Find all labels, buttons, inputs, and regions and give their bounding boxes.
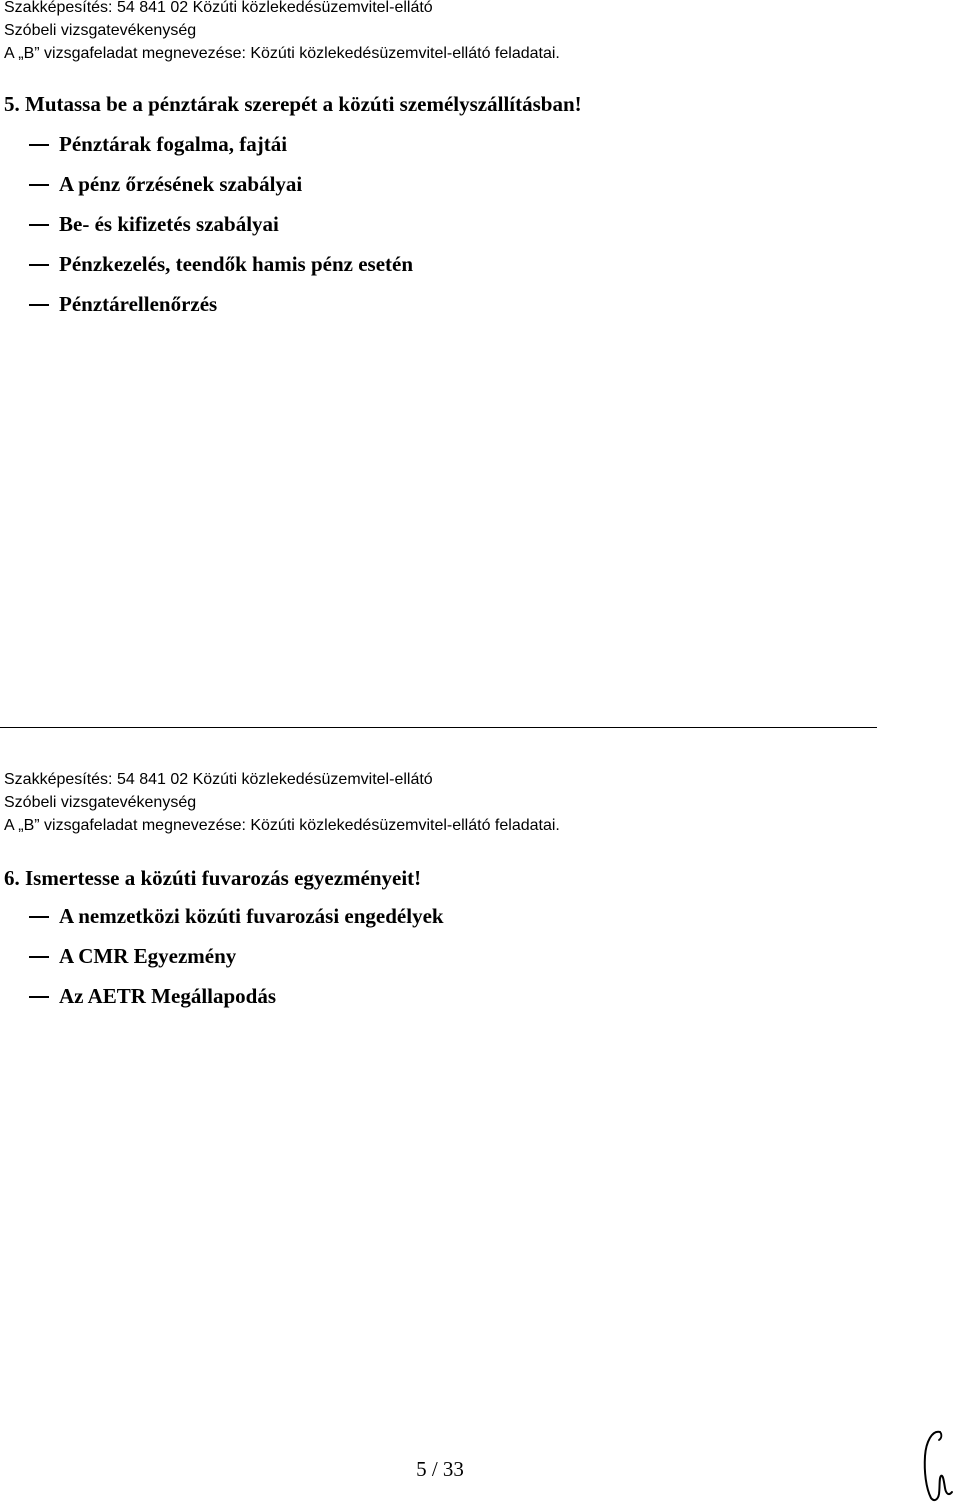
page-header-1	[4, 0, 560, 65]
question-5	[4, 92, 582, 324]
qualification-line: Szakképesítés: 54 841 02 Közúti közlekedésüzemvitel-ellátó	[4, 0, 433, 16]
topic-item: Pénztárak fogalma, fajtái	[4, 124, 582, 164]
qualification-line: Szakképesítés: 54 841 02 Közúti közlekedésüzemvitel-ellátó	[4, 771, 433, 788]
dash-bullet	[29, 144, 49, 146]
dash-bullet	[29, 996, 49, 998]
question-5-topics	[4, 124, 582, 324]
topic-item: Pénzkezelés, teendők hamis pénz esetén	[4, 244, 582, 284]
exam-activity-line: Szóbeli vizsgatevékenység	[4, 794, 197, 811]
dash-bullet	[29, 956, 49, 958]
dash-bullet	[29, 224, 49, 226]
exam-task-line: A „B” vizsgafeladat megnevezése: Közúti közlekedésüzemvitel-ellátó feladatai.	[4, 817, 560, 834]
topic-item: A nemzetközi közúti fuvarozási engedélyek	[4, 896, 421, 936]
dash-bullet	[29, 916, 49, 918]
section-divider	[0, 727, 877, 728]
question-6-topics	[4, 896, 444, 1016]
topic-item: Pénztárellenőrzés	[4, 284, 582, 324]
dash-bullet	[29, 184, 49, 186]
question-5-title: 5. Mutassa be a pénztárak szerepét a közúti személyszállításban!	[4, 92, 582, 116]
dash-bullet	[29, 304, 49, 306]
page-header-2	[4, 768, 560, 837]
exam-activity-line: Szóbeli vizsgatevékenység	[4, 22, 197, 39]
topic-item: Be- és kifizetés szabályai	[4, 204, 582, 244]
topic-item: Az AETR Megállapodás	[4, 976, 421, 1016]
topic-item: A pénz őrzésének szabályai	[4, 164, 582, 204]
signature-initial	[918, 1426, 960, 1503]
page-number: 5 / 33	[416, 1457, 464, 1481]
exam-task-line: A „B” vizsgafeladat megnevezése: Közúti közlekedésüzemvitel-ellátó feladatai.	[4, 45, 560, 62]
question-6-title: 6. Ismertesse a közúti fuvarozás egyezményeit!	[4, 866, 422, 890]
topic-item: A CMR Egyezmény	[4, 936, 421, 976]
dash-bullet	[29, 264, 49, 266]
question-6	[4, 866, 444, 1016]
